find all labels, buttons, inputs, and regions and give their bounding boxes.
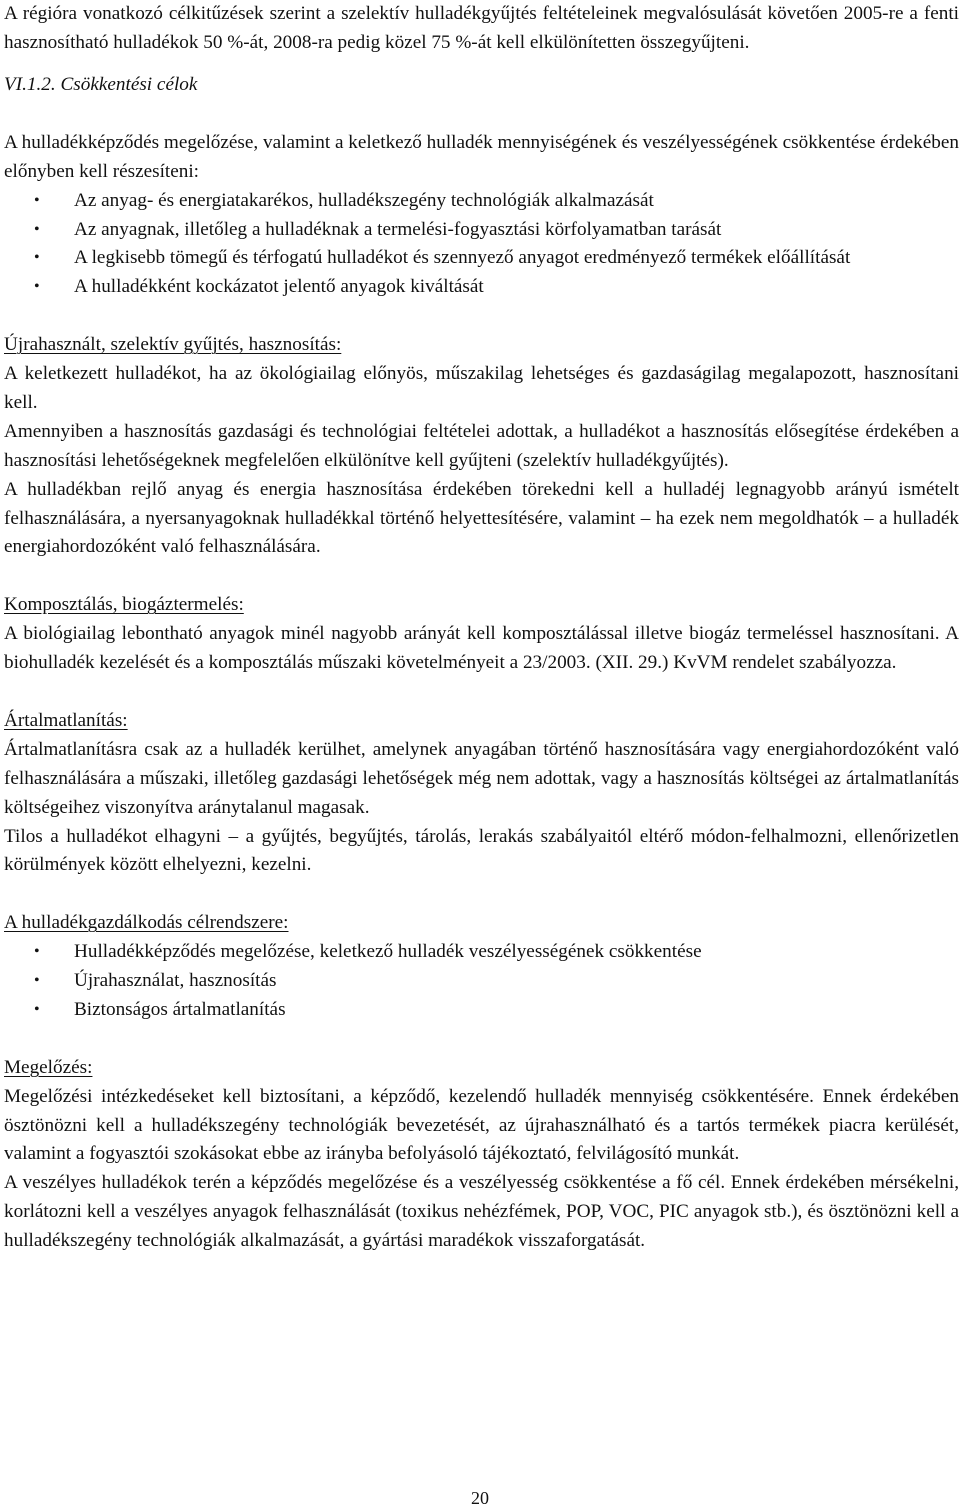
section-heading: VI.1.2. Csökkentési célok	[4, 73, 198, 95]
bullet-icon: •	[34, 191, 40, 209]
targets-list	[4, 938, 959, 1025]
list-item: • Biztonságos ártalmatlanítás	[4, 996, 959, 1025]
list-item: • A legkisebb tömegű és térfogatú hulladékot és szennyező anyagot eredményező termékek előállítását	[4, 244, 959, 273]
reduction-intro: A hulladékképződés megelőzése, valamint a keletkező hulladék mennyiségének és veszélyességének csökkentése érdekében előnyben kell részesíteni:	[4, 131, 959, 182]
list-item: • Az anyag- és energiatakarékos, hulladékszegény technológiák alkalmazását	[4, 187, 959, 216]
reuse-paragraph: A hulladékban rejlő anyag és energia hasznosítása érdekében törekedni kell a hulladéj legnagyobb arányú ismételt felhasználására, a nyersanyagoknak hulladékkal történő helyettesítésére, valamint – ha ezek nem megoldhatók – a hulladék energiahordozóként való felhasználására.	[4, 478, 959, 558]
list-item: • Hulladékképződés megelőzése, keletkező hulladék veszélyességének csökkentése	[4, 938, 959, 967]
reuse-title: Újrahasznált, szelektív gyűjtés, hasznosítás:	[4, 334, 342, 356]
compost-paragraph: A biológiailag lebontható anyagok minél nagyobb arányát kell komposztálással illetve biogáz termeléssel hasznosítani. A biohulladék kezelését és a komposztálás műszaki követelményeit a 23/2003. (XII. 29.) KvVM rendelet szabályozza.	[4, 623, 959, 674]
spacer	[4, 1025, 959, 1054]
disposal-paragraph: Ártalmatlanításra csak az a hulladék kerülhet, amelynek anyagában történő hasznosítására vagy energiahordozóként való felhasználására a műszaki, illetőleg gazdasági lehetőségek még nem adottak, vagy a hasznosítás költségei az ártalmatlanítás költségeihez viszonyítva aránytalanul magasak.	[4, 738, 959, 818]
bullet-icon: •	[34, 1000, 40, 1018]
disposal-title: Ártalmatlanítás:	[4, 709, 128, 731]
disposal-paragraph: Tilos a hulladékot elhagyni – a gyűjtés, begyűjtés, tárolás, lerakás szabályaitól eltérő módon-felhalmozni, ellenőrizetlen körülmények között elhelyezni, kezelni.	[4, 825, 959, 876]
spacer	[4, 302, 959, 331]
spacer	[4, 880, 959, 909]
bullet-icon: •	[34, 249, 40, 267]
targets-title: A hulladékgazdálkodás célrendszere:	[4, 912, 289, 934]
list-item: • A hulladékként kockázatot jelentő anyagok kiváltását	[4, 273, 959, 302]
reduction-list	[4, 187, 959, 303]
spacer	[4, 678, 959, 707]
spacer	[4, 562, 959, 591]
compost-title: Komposztálás, biogáztermelés:	[4, 594, 244, 616]
page-number: 20	[471, 1488, 489, 1508]
document-page	[4, 0, 959, 1256]
prevention-title: Megelőzés:	[4, 1056, 93, 1078]
list-item: • Újrahasználat, hasznosítás	[4, 967, 959, 996]
bullet-icon: •	[34, 278, 40, 296]
bullet-icon: •	[34, 972, 40, 990]
reuse-paragraph: Amennyiben a hasznosítás gazdasági és technológiai feltételei adottak, a hulladékot a hasznosítás elősegítése érdekében a hasznosítási lehetőségeknek megfelelően elkülönítve kell gyűjteni (szelektív hulladékgyűjtés).	[4, 420, 959, 471]
spacer	[4, 113, 959, 129]
bullet-icon: •	[34, 220, 40, 238]
list-item: • Az anyagnak, illetőleg a hulladéknak a termelési-fogyasztási körfolyamatban tarását	[4, 216, 959, 245]
reuse-paragraph: A keletkezett hulladékot, ha az ökológiailag előnyös, műszakilag lehetséges és gazdaságilag megalapozott, hasznosítani kell.	[4, 363, 959, 413]
prevention-paragraph: Megelőzési intézkedéseket kell biztosítani, a képződő, kezelendő hulladék mennyiség csökkentésére. Ennek érdekében ösztönözni kell a hulladékszegény technológiák bevezetését, az újrahasználható és a tartós termékek piacra kerülését, valamint a fogyasztói szokásokat ebbe az irányba befolyásoló tájékoztató, felvilágosító munkát.	[4, 1085, 959, 1165]
prevention-paragraph: A veszélyes hulladékok terén a képződés megelőzése és a veszélyesség csökkentése a fő cél. Ennek érdekében mérsékelni, korlátozni kell a veszélyes anyagok felhasználását (toxikus nehézfémek, POP, VOC, PIC anyagok stb.), és ösztönözni kell a hulladékszegény technológiák alkalmazását, a gyártási maradékok visszaforgatását.	[4, 1172, 959, 1252]
bullet-icon: •	[34, 943, 40, 961]
intro-paragraph: A régióra vonatkozó célkitűzések szerint a szelektív hulladékgyűjtés feltételeinek megvalósulását követően 2005-re a fenti hasznosítható hulladékok 50 %-át, 2008-ra pedig közel 75 %-át kell elkülönítetten összegyűjteni.	[4, 3, 959, 53]
